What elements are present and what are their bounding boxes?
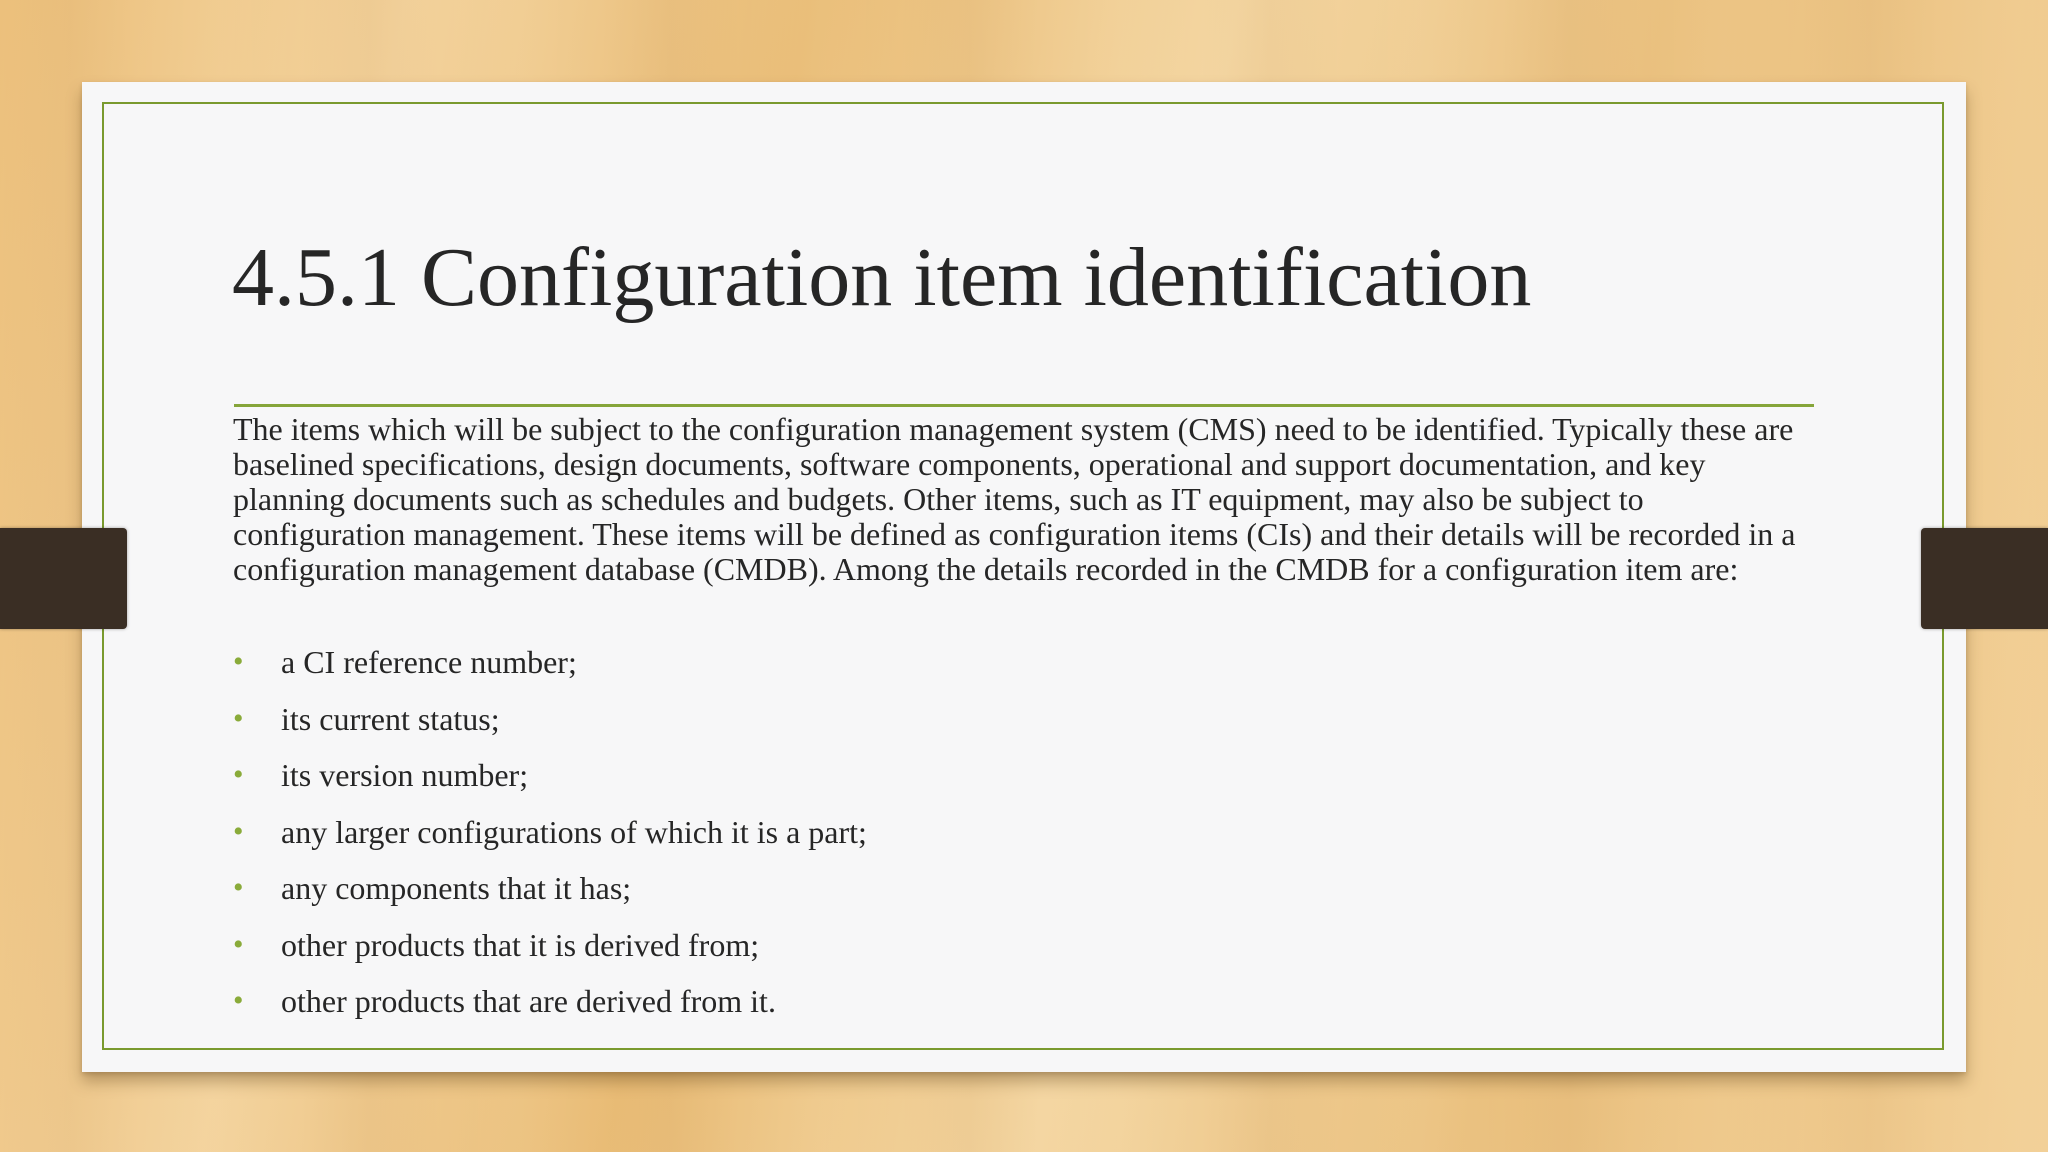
intro-paragraph: The items which will be subject to the configuration management system (CMS) need to be identified. Typically these are baselined specifications, design documents, software components, operational and support documentation, and key planning documents such as schedules and budgets. Other items, such as IT equipment, may also be subject to configuration management. These items will be defined as configuration items (CIs) and their details will be recorded in a configuration management database (CMDB). Among the details recorded in the CMDB for a configuration item are: — [233, 411, 1796, 587]
right-binder-clip — [1921, 528, 2048, 629]
left-binder-clip — [0, 528, 127, 629]
bullet-icon: • — [233, 871, 244, 904]
bullet-icon: • — [233, 927, 244, 961]
list-item-text: its version number; — [281, 757, 529, 793]
list-item-text: any larger configurations of which it is a part; — [281, 813, 867, 850]
list-item-text: a CI reference number; — [281, 644, 577, 680]
title-divider — [234, 404, 1814, 407]
slide-title: 4.5.1 Configuration item identification — [232, 231, 1532, 324]
list-item-text: any components that it has; — [281, 870, 632, 906]
bullet-icon: • — [233, 758, 244, 791]
bullet-icon: • — [233, 814, 244, 848]
bullet-icon: • — [233, 645, 244, 678]
list-item-text: other products that it is derived from; — [281, 926, 760, 963]
list-item-text: other products that are derived from it. — [281, 983, 776, 1019]
bullet-icon: • — [233, 701, 244, 735]
bullet-icon: • — [233, 984, 244, 1017]
list-item-text: its current status; — [281, 700, 500, 737]
